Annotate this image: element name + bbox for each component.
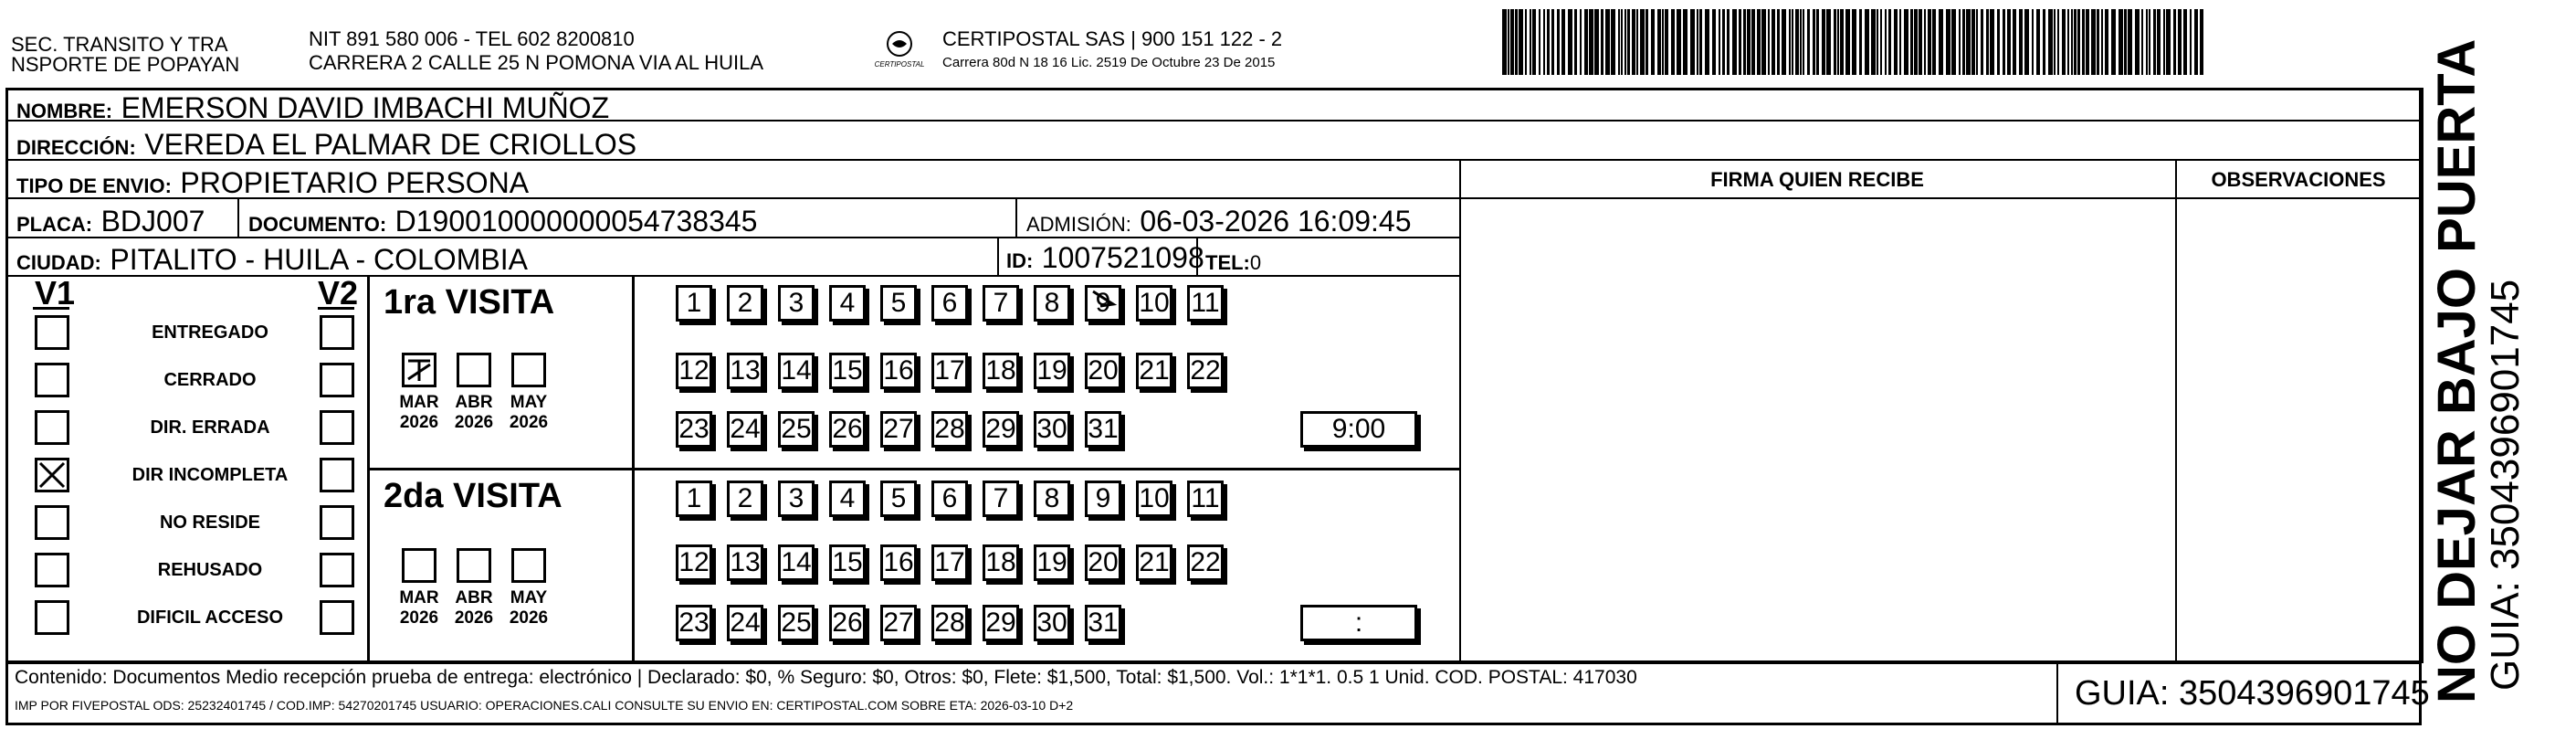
day-box[interactable]: 2 [727, 481, 763, 517]
barcode-bar [1662, 9, 1664, 75]
barcode-bar [1727, 9, 1730, 75]
barcode-bar [2054, 9, 2056, 75]
month-label: MAY 2026 [509, 393, 549, 432]
status-label: DIFICIL ACCESO [136, 608, 283, 628]
time-box[interactable]: 9:00 [1300, 411, 1417, 448]
barcode-bar [1543, 9, 1545, 75]
footer-imp: IMP POR FIVEPOSTAL ODS: 25232401745 / COD.IMP: 54270201745 USUARIO: OPERACIONES.CALI CONSULTE SU ENVIO EN: CERTIPOSTAL.COM SOBRE ETA: 2026-03-10 D+2 [15, 698, 1074, 713]
barcode-bar [1690, 9, 1695, 75]
barcode-bar [1885, 9, 1887, 75]
barcode-bar [1547, 9, 1550, 75]
barcode-bar [1677, 9, 1681, 75]
firma-header: FIRMA QUIEN RECIBE [1710, 168, 1924, 191]
day-box[interactable]: 26 [829, 605, 866, 641]
barcode-bar [2071, 9, 2073, 75]
courier-line-1: CERTIPOSTAL SAS | 900 151 122 - 2 [942, 27, 1283, 50]
day-box[interactable]: 23 [676, 605, 712, 641]
month-checkbox[interactable] [457, 353, 491, 387]
day-box[interactable]: 29 [983, 605, 1019, 641]
status-label: DIR INCOMPLETA [131, 465, 289, 485]
admision-cell [1026, 205, 1412, 241]
day-box[interactable]: 23 [676, 411, 712, 448]
barcode-bar [2124, 9, 2127, 75]
barcode-bar [1803, 9, 1804, 75]
day-box[interactable]: 14 [778, 353, 815, 389]
nit-line-1: NIT 891 580 006 - TEL 602 8200810 [309, 27, 635, 50]
barcode-bar [2003, 9, 2005, 75]
barcode-bar [2111, 9, 2116, 75]
day-box[interactable]: 21 [1136, 353, 1172, 389]
barcode-bar [1852, 9, 1856, 75]
v1-checkbox[interactable] [35, 505, 69, 540]
documento-cell [248, 205, 757, 241]
barcode-bar [1530, 9, 1531, 75]
day-box[interactable]: 9 [1085, 481, 1121, 517]
barcode-bar [1557, 9, 1560, 75]
tipo-envio-row [16, 166, 529, 203]
barcode-bar [1822, 9, 1825, 75]
barcode-bar [1705, 9, 1709, 75]
month-label: MAR 2026 [399, 393, 439, 432]
observaciones-header: OBSERVACIONES [2211, 168, 2386, 191]
barcode-bar [2019, 9, 2023, 75]
tel-cell [1205, 243, 1261, 280]
v1-header: V1 [35, 274, 76, 312]
barcode-bar [1640, 9, 1645, 75]
handwritten-mark-icon [1088, 288, 1119, 319]
barcode-bar [1792, 9, 1793, 75]
v2-checkbox[interactable] [320, 553, 354, 587]
day-box[interactable]: 10 [1136, 481, 1172, 517]
barcode-bar [1539, 9, 1540, 75]
barcode-bar [1574, 9, 1577, 75]
barcode-bar [2163, 9, 2165, 75]
barcode-bar [1525, 9, 1527, 75]
barcode-bar [2057, 9, 2059, 75]
day-box[interactable]: 12 [676, 353, 712, 389]
placa-value: BDJ007 [100, 205, 205, 238]
barcode-bar [1939, 9, 1943, 75]
v2-checkbox[interactable] [320, 363, 354, 397]
barcode-bar [1800, 9, 1802, 75]
barcode-bar [2173, 9, 2176, 75]
day-box[interactable]: 6 [931, 285, 968, 322]
month-checkbox[interactable] [511, 353, 546, 387]
barcode-bar [1777, 9, 1780, 75]
barcode-bar [2178, 9, 2182, 75]
v1-checkbox[interactable] [35, 410, 69, 445]
barcode-bar [1594, 9, 1599, 75]
barcode-bar [1747, 9, 1751, 75]
day-box[interactable]: 3 [778, 481, 815, 517]
day-box[interactable]: 27 [880, 411, 917, 448]
barcode-bar [1632, 9, 1635, 75]
barcode-bar [1981, 9, 1983, 75]
certipostal-logo [867, 26, 931, 73]
barcode-bar [2190, 9, 2192, 75]
barcode-bar [2074, 9, 2077, 75]
status-label: DIR. ERRADA [150, 417, 270, 438]
barcode-bar [1757, 9, 1761, 75]
day-box[interactable]: 17 [931, 544, 968, 581]
sender-line-1: SEC. TRANSITO Y TRA [11, 33, 228, 56]
barcode-bar [1580, 9, 1582, 75]
day-box[interactable]: 5 [880, 481, 917, 517]
barcode-bar [1840, 9, 1844, 75]
day-box[interactable]: 22 [1187, 544, 1224, 581]
v2-checkbox[interactable] [320, 410, 354, 445]
day-box[interactable]: 26 [829, 411, 866, 448]
month-label: MAY 2026 [509, 588, 549, 628]
id-cell [1006, 241, 1204, 278]
courier-line-2: Carrera 80d N 18 16 Lic. 2519 De Octubre 23 De 2015 [942, 55, 1276, 70]
barcode-bar [1636, 9, 1638, 75]
barcode-bar [1986, 9, 1989, 75]
month-label: MAR 2026 [399, 588, 439, 628]
ciudad-cell [16, 243, 528, 280]
barcode-bar [1515, 9, 1518, 75]
tel-label: TEL: [1205, 251, 1250, 274]
day-box[interactable]: 31 [1085, 605, 1121, 641]
day-box[interactable]: 30 [1034, 411, 1070, 448]
barcode-bar [1894, 9, 1898, 75]
barcode-bar [1712, 9, 1716, 75]
status-label: REHUSADO [157, 560, 263, 580]
day-box[interactable]: 4 [829, 481, 866, 517]
barcode-bar [2067, 9, 2069, 75]
barcode-bar [1732, 9, 1737, 75]
barcode-bar [2032, 9, 2034, 75]
day-box[interactable]: 31 [1085, 411, 1121, 448]
barcode-bar [1899, 9, 1901, 75]
barcode-bar [1618, 9, 1620, 75]
barcode-bar [2200, 9, 2203, 75]
day-box[interactable]: 10 [1136, 285, 1172, 322]
day-box[interactable]: 19 [1034, 544, 1070, 581]
barcode-bar [2157, 9, 2161, 75]
v1-checkbox[interactable] [35, 458, 69, 492]
barcode-bar [1946, 9, 1950, 75]
month-checkbox[interactable] [402, 548, 436, 583]
barcode-bar [1611, 9, 1615, 75]
v1-checkbox[interactable] [35, 315, 69, 350]
barcode-bar [1743, 9, 1746, 75]
id-value: 1007521098 [1041, 241, 1204, 274]
day-box[interactable]: 18 [983, 544, 1019, 581]
barcode-bar [1671, 9, 1675, 75]
day-box[interactable]: 1 [676, 285, 712, 322]
barcode-bar [2091, 9, 2096, 75]
day-box[interactable]: 20 [1085, 544, 1121, 581]
documento-label: DOCUMENTO: [248, 213, 387, 236]
v1-checkbox[interactable] [35, 553, 69, 587]
barcode-bar [1789, 9, 1791, 75]
day-box[interactable]: 11 [1187, 285, 1224, 322]
barcode-bar [1888, 9, 1891, 75]
direccion-value: VEREDA EL PALMAR DE CRIOLLOS [144, 128, 637, 161]
barcode-bar [1510, 9, 1514, 75]
side-guia: GUIA: 3504396901745 [2483, 279, 2528, 691]
day-box[interactable]: 14 [778, 544, 815, 581]
barcode-bar [1904, 9, 1908, 75]
month-checkbox[interactable] [402, 353, 436, 387]
barcode-bar [1532, 9, 1536, 75]
barcode-bar [1914, 9, 1918, 75]
barcode-bar [2013, 9, 2016, 75]
barcode-bar [1589, 9, 1593, 75]
v2-checkbox[interactable] [320, 458, 354, 492]
ciudad-value: PITALITO - HUILA - COLOMBIA [110, 243, 528, 276]
day-box[interactable]: 18 [983, 353, 1019, 389]
barcode-bar [1795, 9, 1799, 75]
day-box[interactable]: 20 [1085, 353, 1121, 389]
nombre-value: EMERSON DAVID IMBACHI MUÑOZ [121, 91, 610, 124]
day-box[interactable]: 19 [1034, 353, 1070, 389]
day-box[interactable]: 11 [1187, 481, 1224, 517]
day-box[interactable]: 29 [983, 411, 1019, 448]
ciudad-label: CIUDAD: [16, 251, 101, 274]
day-box[interactable]: 8 [1034, 285, 1070, 322]
barcode-bar [1807, 9, 1810, 75]
barcode-bar [2077, 9, 2080, 75]
barcode-bar [1959, 9, 1961, 75]
day-box[interactable]: 25 [778, 411, 815, 448]
barcode-bar [1584, 9, 1588, 75]
barcode [1502, 9, 2287, 75]
barcode-bar [1990, 9, 1994, 75]
barcode-bar [1768, 9, 1770, 75]
barcode-bar [1932, 9, 1936, 75]
placa-cell [16, 205, 205, 241]
barcode-bar [1971, 9, 1975, 75]
day-box[interactable]: 3 [778, 285, 815, 322]
documento-value: D190010000000054738345 [394, 205, 758, 238]
barcode-bar [2097, 9, 2099, 75]
day-box[interactable]: 28 [931, 605, 968, 641]
barcode-bar [1816, 9, 1819, 75]
barcode-bar [2062, 9, 2066, 75]
barcode-bar [1651, 9, 1655, 75]
visit2-title: 2da VISITA [384, 477, 563, 515]
day-box[interactable]: 7 [983, 481, 1019, 517]
time-box[interactable]: : [1300, 605, 1417, 641]
v1-checkbox[interactable] [35, 600, 69, 635]
barcode-bar [2105, 9, 2108, 75]
barcode-bar [1845, 9, 1850, 75]
day-box[interactable]: 16 [880, 353, 917, 389]
day-box[interactable]: 5 [880, 285, 917, 322]
day-box[interactable]: 30 [1034, 605, 1070, 641]
barcode-bar [2119, 9, 2123, 75]
barcode-bar [1834, 9, 1836, 75]
barcode-bar [1519, 9, 1523, 75]
check-mark-icon [405, 355, 434, 385]
barcode-bar [1772, 9, 1775, 75]
barcode-bar [1601, 9, 1603, 75]
side-block [2429, 39, 2526, 703]
day-box[interactable]: 8 [1034, 481, 1070, 517]
logo-text: CERTIPOSTAL [874, 60, 925, 69]
month-checkbox[interactable] [457, 548, 491, 583]
day-box[interactable]: 12 [676, 544, 712, 581]
visit1-title: 1ra VISITA [384, 283, 555, 322]
day-box[interactable]: 13 [727, 353, 763, 389]
day-box[interactable]: 4 [829, 285, 866, 322]
v1-checkbox[interactable] [35, 363, 69, 397]
day-box[interactable]: 16 [880, 544, 917, 581]
barcode-bar [1951, 9, 1956, 75]
barcode-bar [2146, 9, 2148, 75]
barcode-bar [1624, 9, 1626, 75]
tipo-envio-label: TIPO DE ENVIO: [16, 174, 172, 197]
v2-checkbox[interactable] [320, 505, 354, 540]
barcode-bar [2183, 9, 2187, 75]
sender-line-2: NSPORTE DE POPAYAN [11, 53, 240, 76]
barcode-bar [1782, 9, 1786, 75]
id-label: ID: [1006, 249, 1034, 272]
direccion-row [16, 128, 636, 164]
day-box[interactable]: 9 [1085, 285, 1121, 322]
barcode-bar [1719, 9, 1720, 75]
barcode-bar [1871, 9, 1876, 75]
day-box[interactable]: 15 [829, 544, 866, 581]
footer-guia: GUIA: 3504396901745 [2075, 674, 2430, 713]
barcode-bar [2166, 9, 2171, 75]
barcode-bar [1837, 9, 1839, 75]
barcode-bar [2036, 9, 2040, 75]
day-box[interactable]: 1 [676, 481, 712, 517]
check-x-icon [37, 460, 67, 490]
day-box[interactable]: 22 [1187, 353, 1224, 389]
barcode-bar [1568, 9, 1572, 75]
day-box[interactable]: 17 [931, 353, 968, 389]
barcode-bar [2048, 9, 2053, 75]
nit-line-2: CARRERA 2 CALLE 25 N POMONA VIA AL HUILA [309, 51, 764, 74]
day-box[interactable]: 2 [727, 285, 763, 322]
day-box[interactable]: 21 [1136, 544, 1172, 581]
day-box[interactable]: 24 [727, 605, 763, 641]
barcode-bar [2043, 9, 2045, 75]
placa-label: PLACA: [16, 213, 93, 236]
barcode-bar [1761, 9, 1766, 75]
footer-contenido: Contenido: Documentos Medio recepción prueba de entrega: electrónico | Declarado: $0, % Seguro: $0, Otros: $0, Flete: $1,500, Total: $1,500. Vol.: 1*1*1. 0.5 1 Unid. COD. POSTAL: 417030 [15, 667, 1637, 688]
barcode-bar [1962, 9, 1965, 75]
barcode-bar [1657, 9, 1661, 75]
barcode-bar [1621, 9, 1623, 75]
barcode-bar [2153, 9, 2156, 75]
day-box[interactable]: 25 [778, 605, 815, 641]
day-box[interactable]: 15 [829, 353, 866, 389]
month-label: ABR 2026 [454, 588, 494, 628]
barcode-bar [1997, 9, 2000, 75]
barcode-bar [1928, 9, 1931, 75]
status-label: NO RESIDE [159, 512, 261, 533]
day-box[interactable]: 24 [727, 411, 763, 448]
month-checkbox[interactable] [511, 548, 546, 583]
barcode-bar [1551, 9, 1554, 75]
month-label: ABR 2026 [454, 393, 494, 432]
v2-checkbox[interactable] [320, 315, 354, 350]
barcode-bar [1859, 9, 1862, 75]
v2-checkbox[interactable] [320, 600, 354, 635]
nombre-row [16, 91, 609, 128]
barcode-bar [1880, 9, 1882, 75]
barcode-bar [2141, 9, 2143, 75]
barcode-bar [1919, 9, 1922, 75]
admision-label: ADMISIÓN: [1026, 213, 1131, 236]
day-box[interactable]: 28 [931, 411, 968, 448]
admision-value: 06-03-2026 16:09:45 [1140, 205, 1412, 238]
status-label: ENTREGADO [152, 322, 268, 343]
barcode-bar [1697, 9, 1698, 75]
barcode-bar [1966, 9, 1971, 75]
barcode-bar [1605, 9, 1610, 75]
barcode-bar [1739, 9, 1741, 75]
barcode-bar [1751, 9, 1755, 75]
barcode-bar [2086, 9, 2089, 75]
barcode-bar [1813, 9, 1815, 75]
barcode-bar [1910, 9, 1913, 75]
barcode-bar [2194, 9, 2198, 75]
barcode-bar [1683, 9, 1688, 75]
nombre-label: NOMBRE: [16, 100, 113, 122]
barcode-bar [1722, 9, 1725, 75]
tipo-envio-value: PROPIETARIO PERSONA [180, 166, 530, 199]
barcode-bar [2024, 9, 2029, 75]
barcode-bar [1627, 9, 1630, 75]
barcode-bar [1924, 9, 1926, 75]
tel-value: 0 [1249, 251, 1262, 274]
status-label: CERRADO [163, 370, 257, 390]
barcode-bar [2149, 9, 2150, 75]
no-dejar-warning: NO DEJAR BAJO PUERTA [2427, 38, 2487, 703]
barcode-bar [2101, 9, 2103, 75]
barcode-bar [1665, 9, 1668, 75]
barcode-bar [2135, 9, 2140, 75]
barcode-bar [2007, 9, 2011, 75]
direccion-label: DIRECCIÓN: [16, 136, 136, 159]
barcode-bar [1877, 9, 1878, 75]
barcode-bar [1826, 9, 1831, 75]
barcode-bar [1502, 9, 1507, 75]
barcode-bar [1976, 9, 1978, 75]
barcode-bar [1508, 9, 1509, 75]
barcode-bar [1865, 9, 1869, 75]
v2-header: V2 [318, 274, 359, 312]
day-box[interactable]: 27 [880, 605, 917, 641]
day-box[interactable]: 6 [931, 481, 968, 517]
barcode-bar [2082, 9, 2085, 75]
barcode-bar [1699, 9, 1702, 75]
day-box[interactable]: 13 [727, 544, 763, 581]
barcode-bar [1561, 9, 1565, 75]
day-box[interactable]: 7 [983, 285, 1019, 322]
barcode-bar [2128, 9, 2132, 75]
barcode-bar [1645, 9, 1648, 75]
